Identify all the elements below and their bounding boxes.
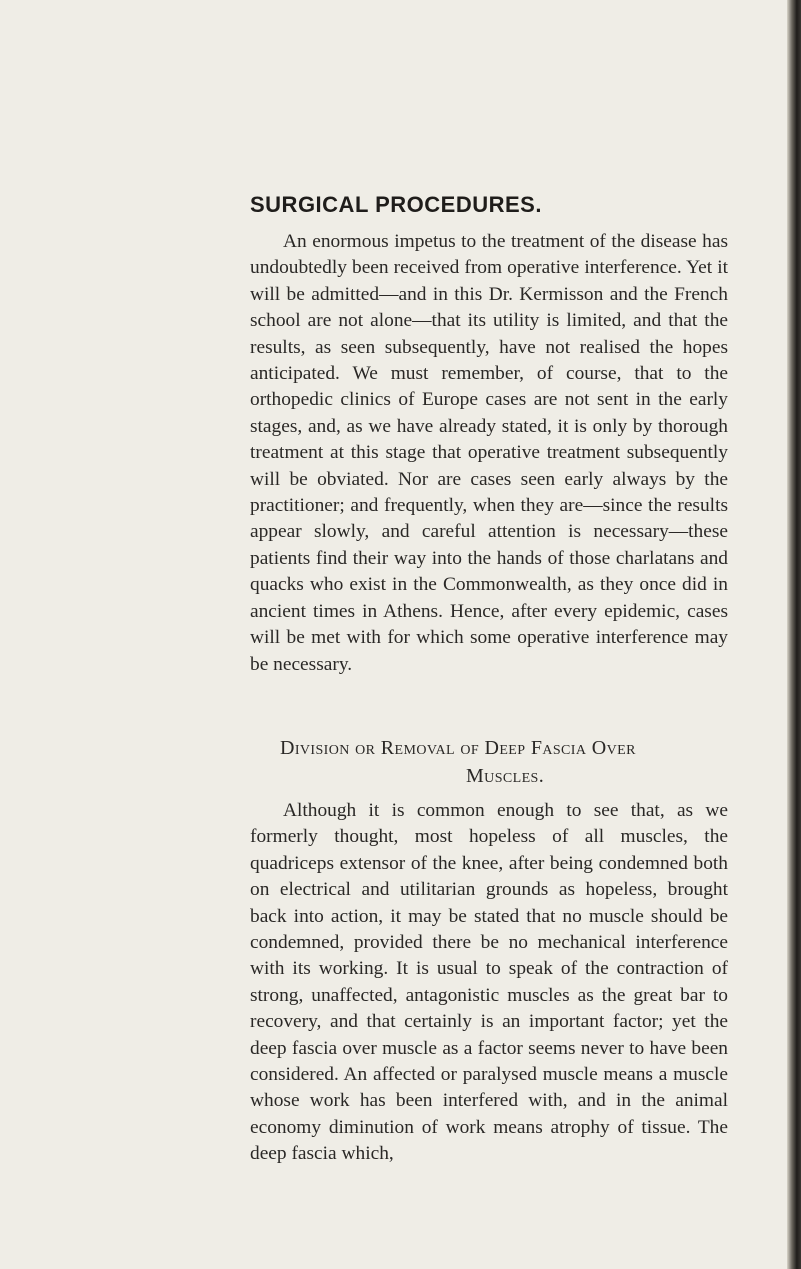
body-paragraph-2	[250, 798, 728, 1168]
paragraph-2-text: Although it is common enough to see that, as we formerly thought, most hopeless of all muscles, the quadriceps extensor of the knee, after being condemned both on electrical and utilitarian grounds as hopeless, brought back into action, it may be stated that no muscle should be condemned, provided there be no mechanical interference with its working. It is usual to speak of the contraction of strong, unaffected, antagonistic muscles as the great bar to recovery, and that certainly is an important factor; yet the deep fascia over muscle as a factor seems never to have been considered. An affected or paralysed muscle means a muscle whose work has been interfered with, and in the animal economy diminution of work means atrophy of tissue. The deep fascia which,	[250, 800, 728, 1165]
section-heading	[280, 734, 740, 790]
paragraph-1-text: An enormous impetus to the treatment of the disease has undoubtedly been received from operative interference. Yet it will be admitted—and in this Dr. Kermisson and the French school are not alone—that its utility is limited, and that the results, as seen subsequently, have not realised the hopes anticipated. We must remember, of course, that to the orthopedic clinics of Europe cases are not sent in the early stages, and, as we have already stated, it is only by thorough treatment at this stage that operative treatment subsequently will be obviated. Nor are cases seen early always by the practitioner; and frequently, when they are—since the results appear slowly, and careful attention is necessary—these patients find their way into the hands of those charlatans and quacks who exist in the Commonwealth, as they once did in ancient times in Athens. Hence, after every epidemic, cases will be met with for which some operative interference may be necessary.	[250, 231, 728, 675]
body-paragraph-1	[250, 229, 728, 678]
page-gutter-shadow	[787, 0, 801, 1269]
section-heading-line-2: Muscles.	[466, 765, 545, 787]
page-title: SURGICAL PROCEDURES.	[250, 192, 542, 217]
section-heading-line-1: Division or Removal of Deep Fascia Over	[280, 737, 636, 759]
page-header	[250, 192, 750, 218]
